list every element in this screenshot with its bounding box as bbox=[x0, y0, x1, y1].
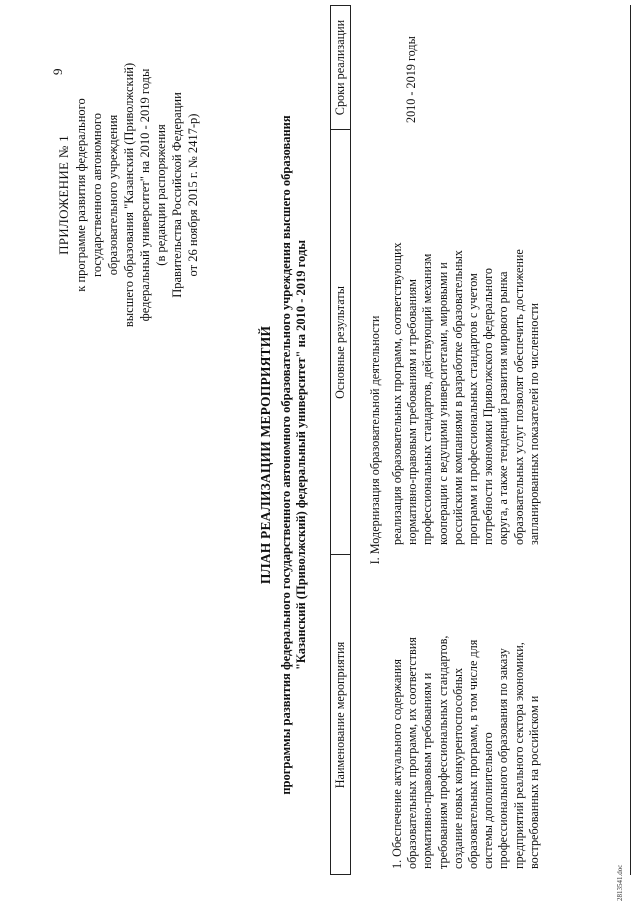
activity-cell bbox=[390, 559, 542, 869]
results-line: запланированных показателей по численности bbox=[526, 302, 541, 545]
appendix-line: образовательного учреждения bbox=[106, 114, 120, 276]
results-cell bbox=[390, 135, 542, 545]
plan-table bbox=[330, 5, 630, 875]
activity-line: системы дополнительного bbox=[481, 732, 496, 869]
activity-line: предприятий реального сектора экономики, bbox=[511, 642, 526, 869]
activity-line: нормативно-правовым требованиям и bbox=[420, 672, 435, 869]
appendix-line: государственного автономного bbox=[90, 113, 104, 277]
results-line: реализация образовательных программ, соответствующих bbox=[390, 242, 404, 545]
table-border bbox=[350, 5, 351, 875]
column-header-results: Основные результаты bbox=[333, 286, 347, 399]
plan-title: ПЛАН РЕАЛИЗАЦИИ МЕРОПРИЯТИЙ bbox=[258, 325, 273, 585]
results-line: профессиональных стандартов, действующий механизм bbox=[420, 253, 435, 545]
activity-line: 1. Обеспечение актуального содержания bbox=[390, 658, 404, 869]
table-border bbox=[330, 5, 331, 875]
period-text: 2010 - 2019 годы bbox=[404, 36, 418, 123]
activity-line: создание новых конкурентоспособных bbox=[450, 667, 465, 869]
appendix-line: (в редакции распоряжения bbox=[154, 124, 168, 266]
appendix-line: высшего образования "Казанский (Приволжский) bbox=[122, 62, 136, 328]
plan-subtitle-line: программы развития федерального государственного автономного образовательного учреждения высшего образования bbox=[279, 115, 293, 795]
section-title: I. Модернизация образовательной деятельности bbox=[368, 315, 382, 565]
appendix-line: от 26 ноября 2015 г. № 2417-р) bbox=[186, 113, 200, 277]
appendix-heading: ПРИЛОЖЕНИЕ № 1 bbox=[56, 135, 71, 255]
results-line: нормативно-правовым требованиям и требованиям bbox=[405, 279, 420, 545]
results-line: потребности экономики Приволжского федерального bbox=[481, 268, 496, 545]
page-number: 9 bbox=[50, 68, 65, 75]
appendix-line: федеральный университет" на 2010 - 2019 годы bbox=[138, 68, 152, 322]
results-line: образовательных услуг позволят обеспечить достижение bbox=[511, 249, 526, 545]
column-header-period: Сроки реализации bbox=[333, 19, 347, 116]
appendix-line: Правительства Российской Федерации bbox=[170, 92, 184, 298]
appendix-block bbox=[56, 45, 201, 345]
results-line: программ и профессиональных стандартов с учетом bbox=[466, 273, 481, 545]
activity-line: требованиям профессиональных стандартов, bbox=[435, 635, 450, 869]
appendix-line: к программе развития федерального bbox=[74, 98, 88, 292]
activity-line: образовательных программ, в том числе для bbox=[466, 639, 481, 869]
activity-line: востребованных на российском и bbox=[526, 695, 541, 869]
results-line: российскими компаниями в разработке образовательных bbox=[450, 250, 465, 545]
period-cell bbox=[404, 8, 419, 123]
results-line: округа, а также тенденций развития мирового рынка bbox=[496, 271, 511, 545]
activity-line: образовательных программ, их соответствия bbox=[405, 637, 420, 869]
activity-line: профессионального образования по заказу bbox=[496, 648, 511, 869]
table-border bbox=[630, 5, 631, 875]
plan-subtitle-line: "Казанский (Приволжский) федеральный университет" на 2010 - 2019 годы bbox=[294, 239, 308, 671]
column-header-activity: Наименование мероприятия bbox=[333, 641, 347, 789]
document-code: 2813541.doc bbox=[616, 864, 624, 901]
results-line: кооперации с ведущими университетами, мировыми и bbox=[435, 262, 450, 545]
plan-title-block bbox=[258, 45, 309, 865]
